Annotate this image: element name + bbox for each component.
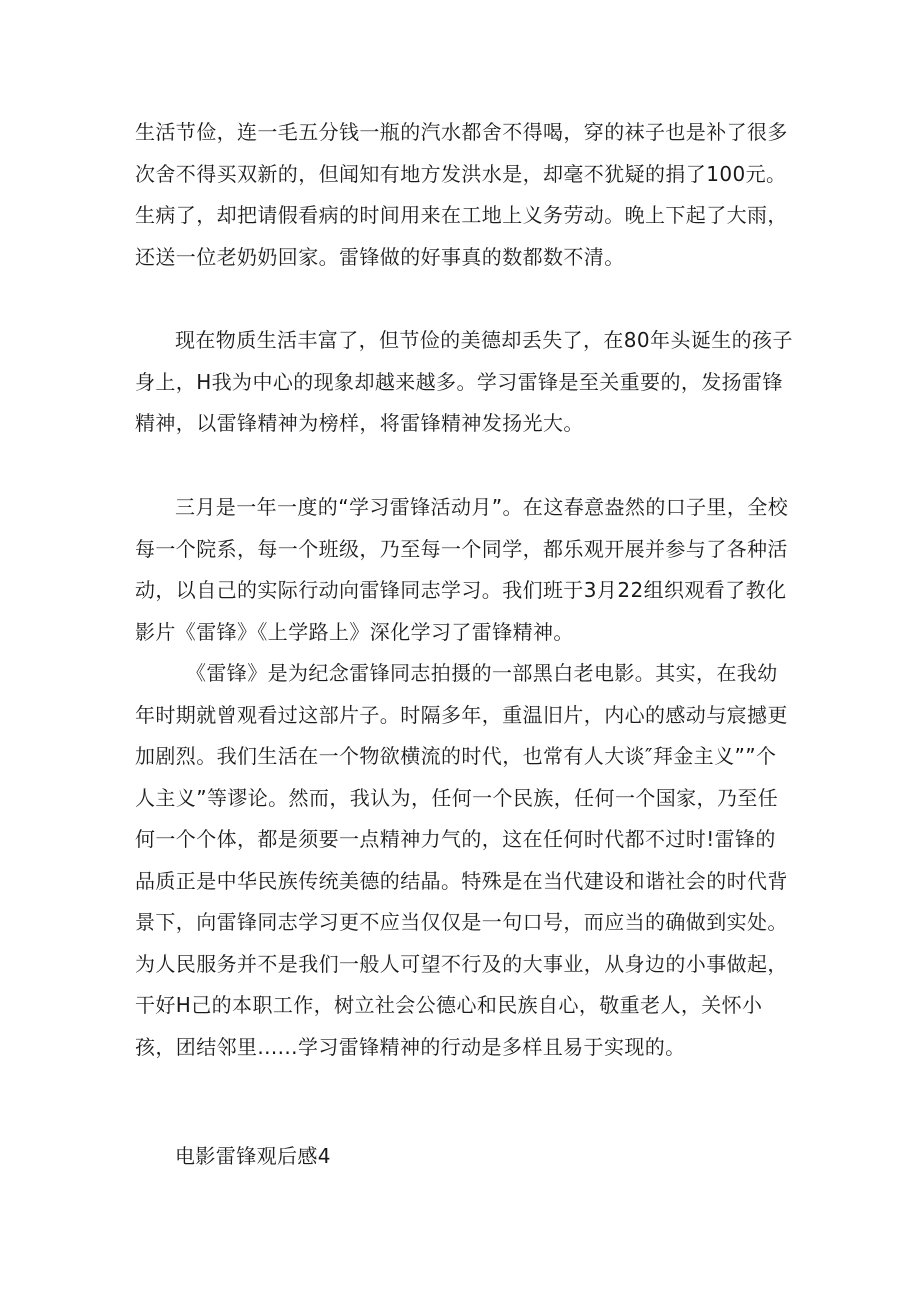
- paragraph-1: 生活节俭，连一毛五分钱一瓶的汽水都舍不得喝，穿的袜子也是补了很多次舍不得买双新的，但闻知有地方发洪水是，却毫不犹疑的捐了100元。生病了，却把请假看病的时间用来在工地上义务劳动。晚上下起了大雨，还送一位老奶奶回家。雷锋做的好事真的数都数不清。: [135, 120, 788, 269]
- paragraph-4: 《雷锋》是为纪念雷锋同志拍摄的一部黑白老电影。其实，在我幼年时期就曾观看过这部片子。时隔多年，重温旧片，内心的感动与宸撼更加剧烈。我们生活在一个物欲横流的时代，也常有人大谈″拜金主义””个人主义”等谬论。然而，我认为，任何一个民族，任何一个国家，乃至任何一个个体，都是须要一点精神力气的，这在任何时代都不过时!雷锋的品质正是中华民族传统美德的结晶。特殊是在当代建设和谐社会的时代背景下，向雷锋同志学习更不应当仅仅是一句口号，而应当的确做到实处。为人民服务并不是我们一般人可望不行及的大事业，从身边的小事做起，干好H己的本职工作，树立社会公德心和民族自心，敬重老人，关怀小孩，团结邻里......学习雷锋精神的行动是多样且易于实现的。: [135, 661, 788, 1059]
- section-heading: 电影雷锋观后感4: [175, 1144, 331, 1168]
- paragraph-2: 现在物质生活丰富了，但节俭的美德却丢失了，在80年头诞生的孩子身上，H我为中心的现象却越来越多。学习雷锋是至关重要的，发扬雷锋精神，以雷锋精神为榜样，将雷锋精神发扬光大。: [135, 328, 793, 435]
- paragraph-3: 三月是一年一度的“学习雷锋活动月”。在这春意盎然的口子里，全校每一个院系，每一个班级，乃至每一个同学，都乐观开展并参与了各种活动，以自己的实际行动向雷锋同志学习。我们班于3月22组织观看了教化影片《雷锋》《上学路上》深化学习了雷锋精神。: [135, 495, 789, 644]
